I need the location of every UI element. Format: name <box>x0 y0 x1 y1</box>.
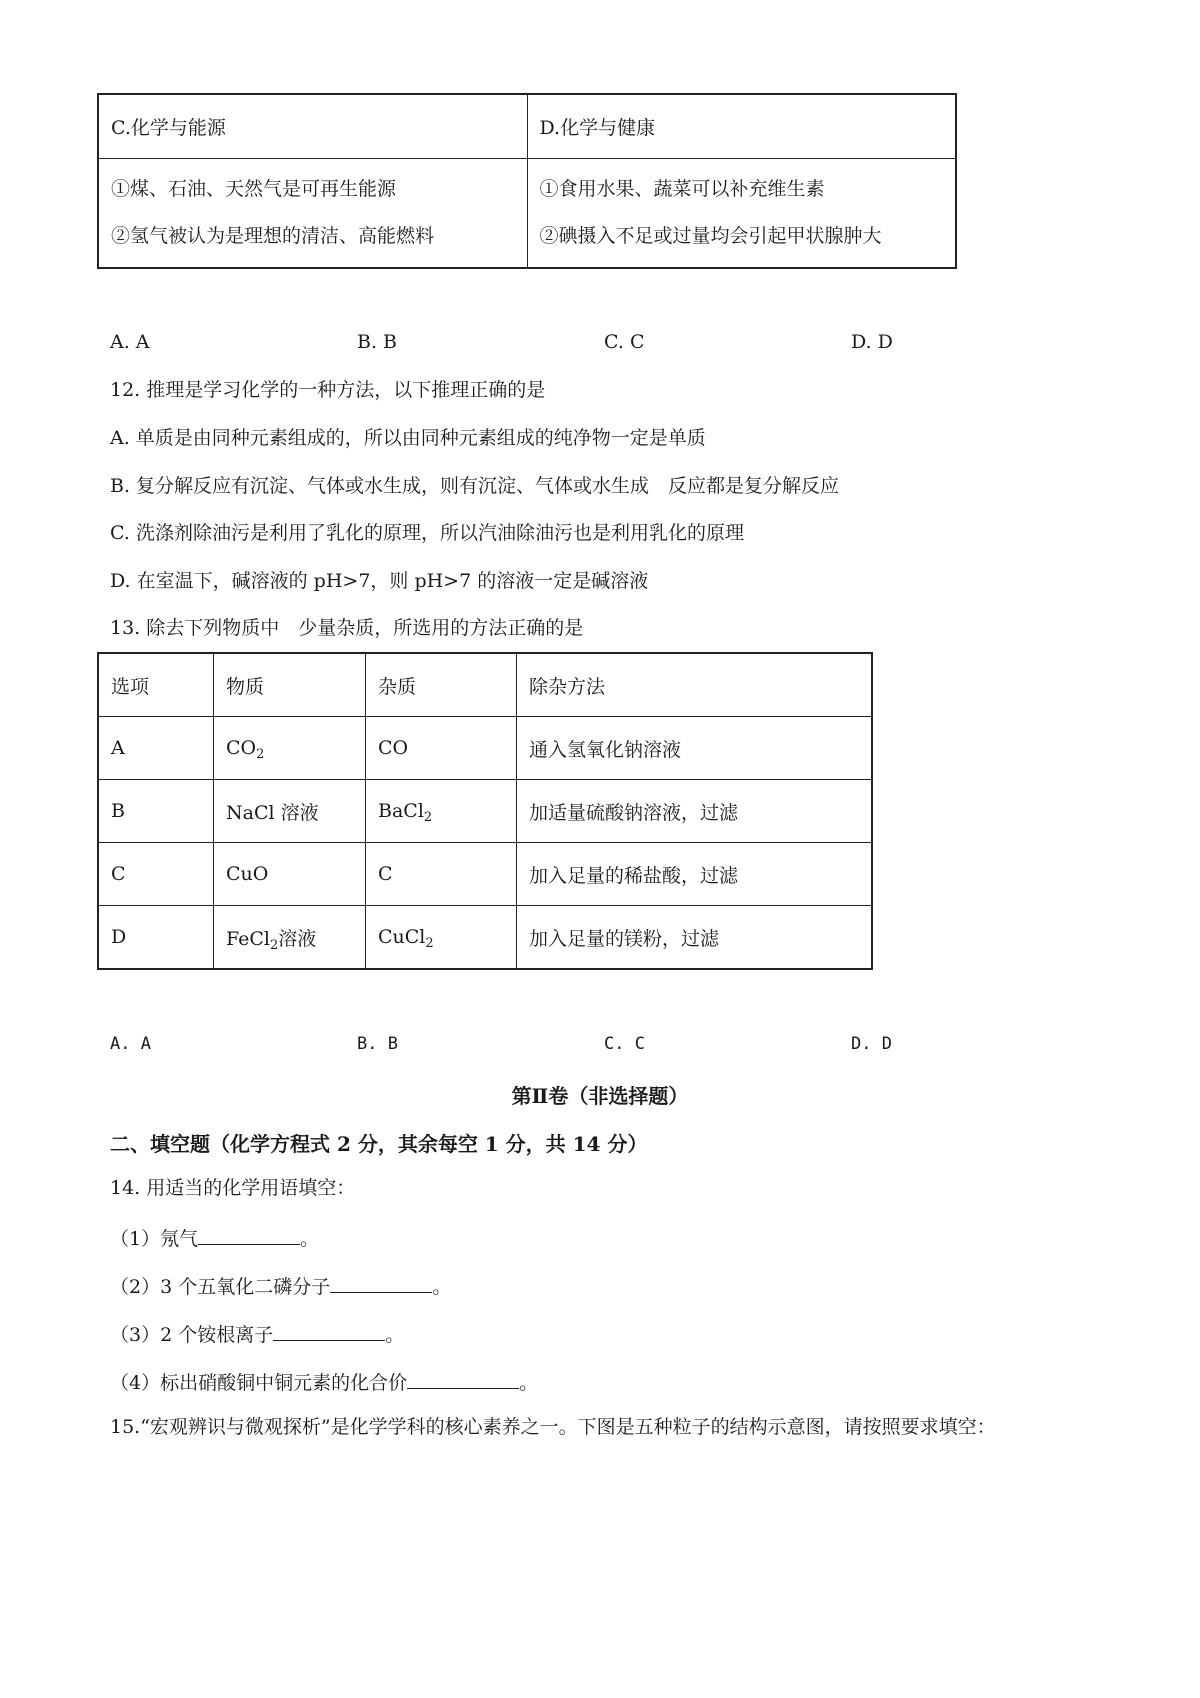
table-row <box>98 717 872 780</box>
q11-option-a[interactable]: A. A <box>110 331 150 353</box>
q13-header-method: 除杂方法 <box>517 653 873 717</box>
q13-option-d[interactable]: D. D <box>851 1034 892 1054</box>
q14-item-4-prompt: （4）标出硝酸铜中铜元素的化合价 <box>110 1372 408 1394</box>
q11-option-c[interactable]: C. C <box>604 331 645 353</box>
q14-item-4-end: 。 <box>519 1372 539 1394</box>
q11-c-item-2: ②氢气被认为是理想的清洁、高能燃料 <box>111 225 435 247</box>
q14-item-1-answer-blank[interactable] <box>198 1224 300 1245</box>
q13-option-c[interactable]: C. C <box>604 1034 645 1054</box>
q11-table-cell-d <box>527 159 956 269</box>
q14-item-4-answer-blank[interactable] <box>407 1368 519 1389</box>
q14-item-4 <box>110 1368 538 1395</box>
section-fill-in-title: 二、填空题（化学方程式 2 分，其余每空 1 分，共 14 分） <box>110 1132 648 1156</box>
q14-item-3-prompt: （3）2 个铵根离子 <box>110 1324 274 1346</box>
q12-option-c[interactable]: C. 洗涤剂除油污是利用了乳化的原理，所以汽油除油污也是利用乳化的原理 <box>110 522 744 544</box>
q11-table-header-c: C.化学与能源 <box>98 94 527 159</box>
q14-item-2-answer-blank[interactable] <box>330 1272 432 1293</box>
q14-stem: 14. 用适当的化学用语填空： <box>110 1177 356 1199</box>
q14-item-1-prompt: （1）氖气 <box>110 1228 199 1250</box>
q11-table-cell-c <box>98 159 527 269</box>
q13-header-impurity: 杂质 <box>366 653 517 717</box>
q13-row-b-method: 加适量硫酸钠溶液，过滤 <box>517 780 873 843</box>
q13-header-substance: 物质 <box>214 653 366 717</box>
q14-item-1-end: 。 <box>300 1228 320 1250</box>
q11-d-item-2: ②碘摄入不足或过量均会引起甲状腺肿大 <box>539 225 882 247</box>
part2-title: 第Ⅱ卷（非选择题） <box>511 1084 689 1108</box>
q13-option-b[interactable]: B. B <box>357 1034 398 1054</box>
q14-item-2-end: 。 <box>432 1276 452 1298</box>
q11-d-item-1: ①食用水果、蔬菜可以补充维生素 <box>539 178 825 200</box>
q13-row-d-impurity: CuCl$_2$ <box>366 906 517 970</box>
table-row <box>98 780 872 843</box>
q13-row-d-method: 加入足量的镁粉，过滤 <box>517 906 873 970</box>
q13-row-b-substance: NaCl 溶液 <box>214 780 366 843</box>
q14-item-3-end: 。 <box>385 1324 405 1346</box>
q12-option-d[interactable]: D. 在室温下，碱溶液的 pH>7，则 pH>7 的溶液一定是碱溶液 <box>110 570 649 592</box>
q13-row-a-substance: $CO_2$ <box>214 717 366 780</box>
q13-row-a-impurity: CO <box>366 717 517 780</box>
q15-stem: 15.“宏观辨识与微观探析”是化学学科的核心素养之一。下图是五种粒子的结构示意图，请按照要求填空： <box>110 1416 996 1438</box>
q14-item-3 <box>110 1320 404 1347</box>
q14-item-1 <box>110 1224 319 1251</box>
q13-row-a-method: 通入氢氧化钠溶液 <box>517 717 873 780</box>
q13-row-b-option: B <box>98 780 214 843</box>
q13-stem: 13. 除去下列物质中 少量杂质，所选用的方法正确的是 <box>110 617 584 639</box>
q11-table <box>97 93 957 269</box>
q12-stem: 12. 推理是学习化学的一种方法，以下推理正确的是 <box>110 379 546 401</box>
q13-row-c-method: 加入足量的稀盐酸，过滤 <box>517 843 873 906</box>
table-row <box>98 906 872 970</box>
q12-option-a[interactable]: A. 单质是由同种元素组成的，所以由同种元素组成的纯净物一定是单质 <box>110 427 706 449</box>
q13-row-d-option: D <box>98 906 214 970</box>
q13-table-header-row <box>98 653 872 717</box>
q14-item-2 <box>110 1272 451 1299</box>
q13-header-option: 选项 <box>98 653 214 717</box>
q13-row-d-substance: FeCl$_2$溶液 <box>214 906 366 970</box>
q11-table-header-d: D.化学与健康 <box>527 94 956 159</box>
q14-item-2-prompt: （2）3 个五氧化二磷分子 <box>110 1276 331 1298</box>
q13-row-b-impurity: BaCl$_2$ <box>366 780 517 843</box>
q12-option-b[interactable]: B. 复分解反应有沉淀、气体或水生成，则有沉淀、气体或水生成 反应都是复分解反应 <box>110 475 840 497</box>
q13-option-a[interactable]: A. A <box>110 1034 151 1054</box>
q13-row-c-option: C <box>98 843 214 906</box>
q11-c-item-1: ①煤、石油、天然气是可再生能源 <box>111 178 397 200</box>
table-row <box>98 843 872 906</box>
q11-option-d[interactable]: D. D <box>851 331 893 353</box>
q13-row-c-impurity: C <box>366 843 517 906</box>
q11-option-b[interactable]: B. B <box>357 331 398 353</box>
q13-row-a-option: A <box>98 717 214 780</box>
q14-item-3-answer-blank[interactable] <box>273 1320 385 1341</box>
q13-row-c-substance: CuO <box>214 843 366 906</box>
q13-table <box>97 652 873 970</box>
